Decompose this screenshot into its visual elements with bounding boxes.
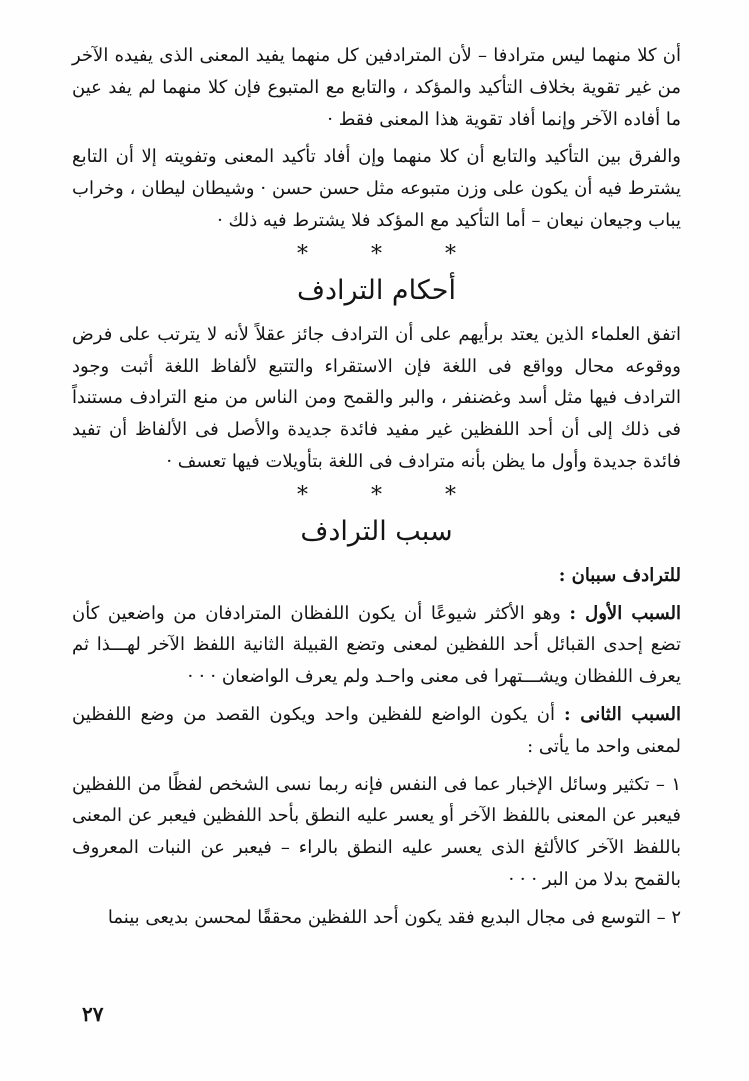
page-number: ٢٧ — [82, 1002, 104, 1026]
causes-lead: للترادف سببان : — [558, 564, 681, 586]
cause-2-text: أن يكون الواضع للفظين واحد ويكون القصد من وضع اللفظين لمعنى واحد ما يأتى : — [72, 703, 681, 757]
list-item-1: ١ – تكثير وسائل الإخبار عما فى النفس فإنه ربما نسى الشخص لفظًا من اللفظين فيعبر عن المعنى باللفظ الآخر أو يعسر عليه النطق بأحد اللفظين فيعبر عن المعنى باللفظ الآخر كالألثغ الذى يعسر عليه النطق بالراء – فيعبر عن النبات المعروف بالقمح بدلا من البر · · · — [72, 773, 682, 890]
intro-paragraph-1: أن كلا منهما ليس مترادفا – لأن المترادفين كل منهما يفيد المعنى الذى يفيده الآخر من غير تقوية بخلاف التأكيد والمؤكد ، والتابع مع المتبوع فإن كلا منهما لم يفد عين ما أفاده الآخر وإنما أفاد تقوية هذا المعنى فقط · — [72, 45, 681, 130]
section-title-rulings: أحكام الترادف — [297, 274, 456, 306]
section-title-cause: سبب الترادف — [300, 515, 453, 547]
section-divider: * * * — [297, 482, 484, 508]
cause-1-label: السبب الأول : — [569, 602, 681, 624]
cause-1-paragraph — [72, 598, 681, 693]
rulings-paragraph: اتفق العلماء الذين يعتد برأيهم على أن الترادف جائز عقلاً لأنه لا يترتب على فرض ووقوعه محال وواقع فى اللغة فإن الاستقراء والتتبع لألفاظ اللغة أثبت وجود الترادف فيها مثل أسد وغضنفر ، والبر والقمح ومن الناس من منع الترادف مستنداً فى ذلك إلى أن أحد اللفظين غير مفيد فائدة جديدة والأصل فى الألفاظ أن تفيد فائدة جديدة وأول ما يظن بأنه مترادف فى اللغة بتأويلات فيها تعسف · — [72, 323, 681, 472]
cause-2-label: السبب الثانى : — [564, 703, 681, 725]
section-divider: * * * — [297, 241, 484, 267]
intro-paragraph-2: والفرق بين التأكيد والتابع أن كلا منهما وإن أفاد تأكيد المعنى وتفويته إلا أن التابع يشترط فيه أن يكون على وزن متبوعه مثل حسن حسن · وشيطان ليطان ، وخراب يباب وجيعان نيعان – أما التأكيد مع المؤكد فلا يشترط فيه ذلك · — [72, 146, 681, 231]
cause-1-text: وهو الأكثر شيوعًا أن يكون اللفظان المترادفان من واضعين كأن تضع إحدى القبائل أحد اللفظين لمعنى وتضع القبيلة الثانية اللفظ الآخر لهـــذا ثم يعرف اللفظان ويشـــتهرا فى معنى واحـد ولم يعرف الواضعان · · · — [72, 602, 681, 688]
cause-2-paragraph — [72, 699, 681, 763]
list-item-2: ٢ – التوسع فى مجال البديع فقد يكون أحد اللفظين محققًا لمحسن بديعى بينما — [107, 906, 681, 928]
